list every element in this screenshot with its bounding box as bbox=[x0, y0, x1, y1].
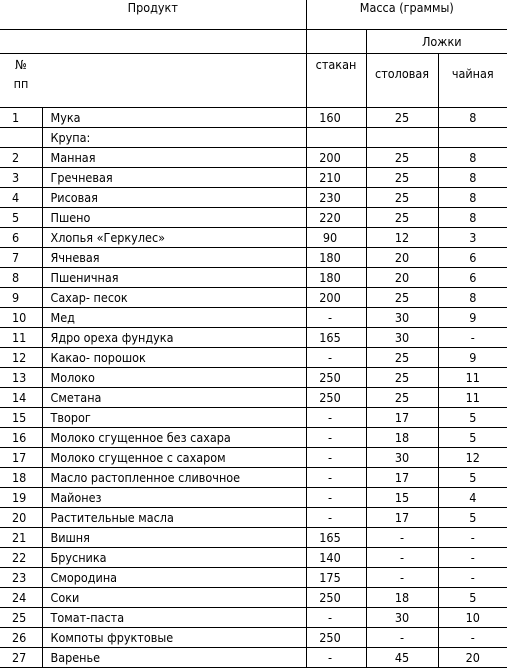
table-row bbox=[0, 648, 507, 668]
row-glass: 175 bbox=[306, 568, 366, 588]
header-table-spoon: столовая bbox=[366, 54, 438, 108]
table-row bbox=[0, 388, 507, 408]
row-tea-spoon: 4 bbox=[438, 488, 507, 508]
row-number: 23 bbox=[0, 568, 42, 588]
row-glass: - bbox=[306, 408, 366, 428]
row-tea-spoon: 8 bbox=[438, 108, 507, 128]
header-blank-num bbox=[0, 30, 42, 54]
row-tea-spoon: 8 bbox=[438, 288, 507, 308]
row-number: 20 bbox=[0, 508, 42, 528]
table-row bbox=[0, 248, 507, 268]
row-tea-spoon: 3 bbox=[438, 228, 507, 248]
row-glass: - bbox=[306, 488, 366, 508]
row-tea-spoon: 11 bbox=[438, 368, 507, 388]
row-tea-spoon: 11 bbox=[438, 388, 507, 408]
row-tea-spoon: - bbox=[438, 528, 507, 548]
row-glass: - bbox=[306, 348, 366, 368]
row-table-spoon: - bbox=[366, 548, 438, 568]
row-number: 3 bbox=[0, 168, 42, 188]
row-tea-spoon: 8 bbox=[438, 168, 507, 188]
row-table-spoon: 25 bbox=[366, 388, 438, 408]
table-row bbox=[0, 548, 507, 568]
row-table-spoon: 12 bbox=[366, 228, 438, 248]
row-tea-spoon: - bbox=[438, 568, 507, 588]
row-tea-spoon: 8 bbox=[438, 188, 507, 208]
row-number bbox=[0, 128, 42, 148]
row-product: Вишня bbox=[42, 528, 306, 548]
row-number: 25 bbox=[0, 608, 42, 628]
row-product: Мед bbox=[42, 308, 306, 328]
row-glass: 165 bbox=[306, 528, 366, 548]
row-product: Смородина bbox=[42, 568, 306, 588]
row-table-spoon bbox=[366, 128, 438, 148]
table-row bbox=[0, 128, 507, 148]
header-blank-name bbox=[42, 30, 306, 54]
row-number: 18 bbox=[0, 468, 42, 488]
table-row bbox=[0, 528, 507, 548]
row-number: 27 bbox=[0, 648, 42, 668]
row-product: Молоко bbox=[42, 368, 306, 388]
header-blank-glass bbox=[306, 30, 366, 54]
row-product: Растительные масла bbox=[42, 508, 306, 528]
row-table-spoon: 30 bbox=[366, 328, 438, 348]
row-product: Хлопья «Геркулес» bbox=[42, 228, 306, 248]
header-glass: стакан bbox=[306, 54, 366, 108]
row-number: 5 bbox=[0, 208, 42, 228]
row-table-spoon: 25 bbox=[366, 168, 438, 188]
row-glass: - bbox=[306, 648, 366, 668]
row-table-spoon: 30 bbox=[366, 448, 438, 468]
row-number: 6 bbox=[0, 228, 42, 248]
row-table-spoon: 17 bbox=[366, 508, 438, 528]
table-row bbox=[0, 328, 507, 348]
row-tea-spoon: 9 bbox=[438, 308, 507, 328]
table-row bbox=[0, 628, 507, 648]
row-table-spoon: 45 bbox=[366, 648, 438, 668]
table-row bbox=[0, 348, 507, 368]
table-row bbox=[0, 608, 507, 628]
row-table-spoon: 17 bbox=[366, 408, 438, 428]
row-product: Рисовая bbox=[42, 188, 306, 208]
row-glass: - bbox=[306, 448, 366, 468]
row-number: 26 bbox=[0, 628, 42, 648]
row-table-spoon: 25 bbox=[366, 208, 438, 228]
row-glass bbox=[306, 128, 366, 148]
row-number: 22 bbox=[0, 548, 42, 568]
table-row bbox=[0, 588, 507, 608]
header-spoons: Ложки bbox=[366, 30, 507, 54]
table-row bbox=[0, 228, 507, 248]
row-tea-spoon: 9 bbox=[438, 348, 507, 368]
row-table-spoon: - bbox=[366, 528, 438, 548]
table-row bbox=[0, 208, 507, 228]
table-row bbox=[0, 268, 507, 288]
row-tea-spoon: 5 bbox=[438, 408, 507, 428]
row-number: 9 bbox=[0, 288, 42, 308]
row-glass: - bbox=[306, 308, 366, 328]
row-number: 7 bbox=[0, 248, 42, 268]
table-row bbox=[0, 108, 507, 128]
row-product: Гречневая bbox=[42, 168, 306, 188]
row-product: Творог bbox=[42, 408, 306, 428]
row-glass: - bbox=[306, 608, 366, 628]
header-blank-name-2 bbox=[42, 54, 306, 108]
row-product: Манная bbox=[42, 148, 306, 168]
row-number: 15 bbox=[0, 408, 42, 428]
row-product: Майонез bbox=[42, 488, 306, 508]
row-tea-spoon: 5 bbox=[438, 588, 507, 608]
row-table-spoon: 25 bbox=[366, 368, 438, 388]
table-row bbox=[0, 488, 507, 508]
row-number: 16 bbox=[0, 428, 42, 448]
row-glass: 200 bbox=[306, 288, 366, 308]
row-table-spoon: 30 bbox=[366, 608, 438, 628]
row-product: Молоко сгущенное с сахаром bbox=[42, 448, 306, 468]
row-glass: 160 bbox=[306, 108, 366, 128]
table-row bbox=[0, 148, 507, 168]
row-glass: - bbox=[306, 508, 366, 528]
row-number: 21 bbox=[0, 528, 42, 548]
row-tea-spoon: - bbox=[438, 628, 507, 648]
row-tea-spoon: 6 bbox=[438, 268, 507, 288]
row-number: 19 bbox=[0, 488, 42, 508]
row-number: 8 bbox=[0, 268, 42, 288]
table-row bbox=[0, 168, 507, 188]
row-table-spoon: 18 bbox=[366, 428, 438, 448]
row-table-spoon: 25 bbox=[366, 288, 438, 308]
row-glass: 250 bbox=[306, 588, 366, 608]
row-tea-spoon: 12 bbox=[438, 448, 507, 468]
header-number bbox=[0, 54, 42, 108]
row-glass: 210 bbox=[306, 168, 366, 188]
row-table-spoon: 30 bbox=[366, 308, 438, 328]
table-row bbox=[0, 448, 507, 468]
header-number-sign: № bbox=[15, 57, 27, 72]
table-row bbox=[0, 568, 507, 588]
row-product: Сахар- песок bbox=[42, 288, 306, 308]
row-tea-spoon: 8 bbox=[438, 208, 507, 228]
row-number: 14 bbox=[0, 388, 42, 408]
row-table-spoon: 25 bbox=[366, 188, 438, 208]
row-product: Масло растопленное сливочное bbox=[42, 468, 306, 488]
table-row bbox=[0, 308, 507, 328]
row-table-spoon: 25 bbox=[366, 348, 438, 368]
row-table-spoon: 20 bbox=[366, 248, 438, 268]
row-glass: 230 bbox=[306, 188, 366, 208]
row-tea-spoon: - bbox=[438, 328, 507, 348]
row-product: Пшено bbox=[42, 208, 306, 228]
row-glass: 90 bbox=[306, 228, 366, 248]
row-table-spoon: - bbox=[366, 628, 438, 648]
row-number: 2 bbox=[0, 148, 42, 168]
header-product: Продукт bbox=[0, 0, 306, 30]
table-row bbox=[0, 508, 507, 528]
row-glass: - bbox=[306, 468, 366, 488]
header-mass: Масса (граммы) bbox=[306, 0, 507, 30]
row-product: Сметана bbox=[42, 388, 306, 408]
row-number: 17 bbox=[0, 448, 42, 468]
table-header bbox=[0, 0, 507, 108]
row-glass: 200 bbox=[306, 148, 366, 168]
row-tea-spoon: 5 bbox=[438, 468, 507, 488]
row-number: 24 bbox=[0, 588, 42, 608]
row-number: 12 bbox=[0, 348, 42, 368]
row-table-spoon: 20 bbox=[366, 268, 438, 288]
row-product: Пшеничная bbox=[42, 268, 306, 288]
table-row bbox=[0, 468, 507, 488]
row-product: Крупа: bbox=[42, 128, 306, 148]
row-tea-spoon: 5 bbox=[438, 428, 507, 448]
row-product: Молоко сгущенное без сахара bbox=[42, 428, 306, 448]
row-tea-spoon: 10 bbox=[438, 608, 507, 628]
row-product: Какао- порошок bbox=[42, 348, 306, 368]
row-table-spoon: 18 bbox=[366, 588, 438, 608]
row-number: 1 bbox=[0, 108, 42, 128]
row-product: Томат-паста bbox=[42, 608, 306, 628]
row-tea-spoon bbox=[438, 128, 507, 148]
table-row bbox=[0, 188, 507, 208]
row-glass: - bbox=[306, 428, 366, 448]
table-row bbox=[0, 368, 507, 388]
row-table-spoon: 25 bbox=[366, 148, 438, 168]
row-number: 10 bbox=[0, 308, 42, 328]
table-row bbox=[0, 408, 507, 428]
row-glass: 140 bbox=[306, 548, 366, 568]
table-row bbox=[0, 428, 507, 448]
row-glass: 180 bbox=[306, 248, 366, 268]
row-table-spoon: 17 bbox=[366, 468, 438, 488]
header-tea-spoon: чайная bbox=[438, 54, 507, 108]
row-product: Ядро ореха фундука bbox=[42, 328, 306, 348]
table-body bbox=[0, 108, 507, 668]
row-table-spoon: 15 bbox=[366, 488, 438, 508]
row-number: 4 bbox=[0, 188, 42, 208]
row-product: Мука bbox=[42, 108, 306, 128]
row-tea-spoon: 8 bbox=[438, 148, 507, 168]
row-number: 11 bbox=[0, 328, 42, 348]
row-product: Варенье bbox=[42, 648, 306, 668]
row-tea-spoon: 5 bbox=[438, 508, 507, 528]
row-glass: 250 bbox=[306, 368, 366, 388]
row-glass: 165 bbox=[306, 328, 366, 348]
header-number-pp: пп bbox=[13, 76, 29, 91]
row-product: Брусника bbox=[42, 548, 306, 568]
row-table-spoon: 25 bbox=[366, 108, 438, 128]
row-glass: 250 bbox=[306, 388, 366, 408]
row-product: Соки bbox=[42, 588, 306, 608]
row-table-spoon: - bbox=[366, 568, 438, 588]
row-tea-spoon: - bbox=[438, 548, 507, 568]
row-tea-spoon: 20 bbox=[438, 648, 507, 668]
row-tea-spoon: 6 bbox=[438, 248, 507, 268]
table-row bbox=[0, 288, 507, 308]
row-product: Компоты фруктовые bbox=[42, 628, 306, 648]
row-glass: 180 bbox=[306, 268, 366, 288]
row-glass: 220 bbox=[306, 208, 366, 228]
row-glass: 250 bbox=[306, 628, 366, 648]
row-number: 13 bbox=[0, 368, 42, 388]
row-product: Ячневая bbox=[42, 248, 306, 268]
